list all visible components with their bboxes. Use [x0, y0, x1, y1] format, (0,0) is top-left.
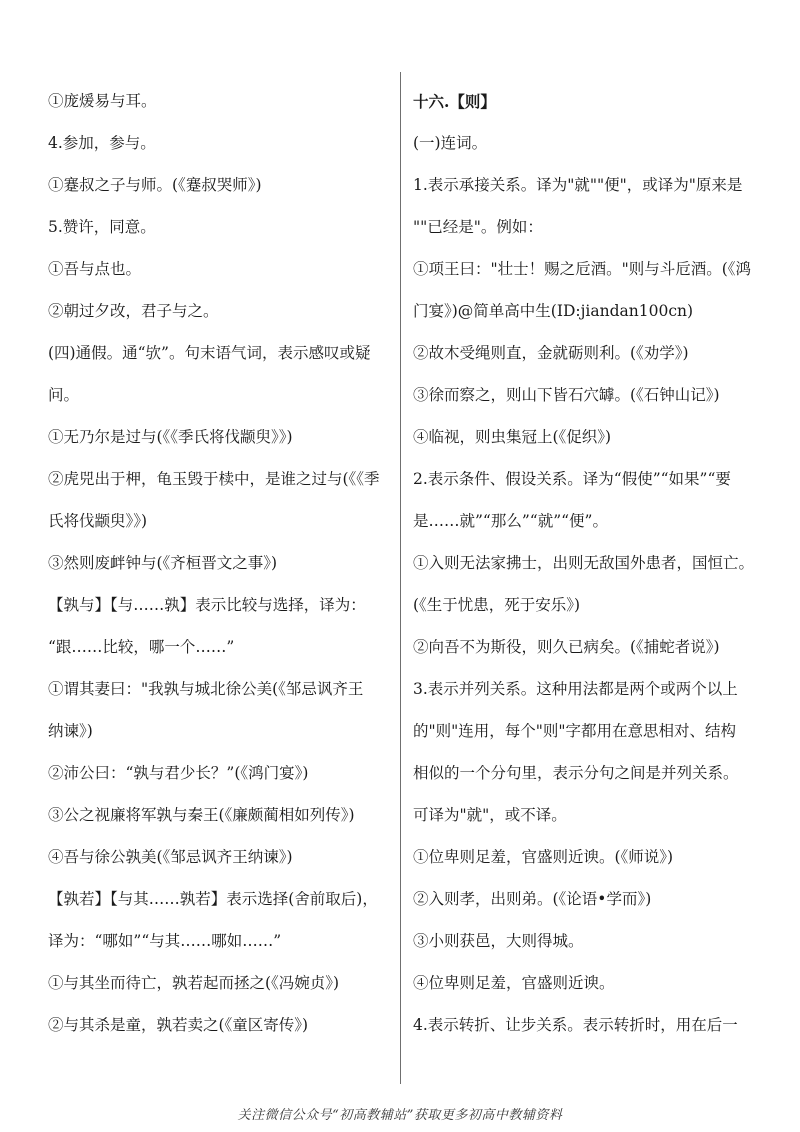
text-line: 十六.【则】: [413, 91, 496, 111]
text-line: 5.赞许，同意。: [48, 217, 156, 236]
text-line: 1.表示承接关系。译为"就""便"，或译为"原来是: [413, 175, 743, 194]
text-line: 门宴》)@简单高中生(ID:jiandan100cn): [413, 301, 694, 320]
text-line: ②入则孝，出则弟。(《论语•学而》): [413, 889, 652, 908]
text-line: ①吾与点也。: [48, 259, 142, 278]
text-line: 纳谏》): [48, 721, 93, 740]
text-line: ①无乃尔是过与(《《季氏将伐颛臾》》): [48, 427, 293, 446]
column-divider: [400, 72, 401, 1084]
footer-note: 关注微信公众号“初高教辅站”获取更多初高中教辅资料: [237, 1108, 563, 1123]
text-line: ④位卑则足羞，官盛则近谀。: [413, 973, 615, 992]
text-line: ④吾与徐公孰美(《邹忌讽齐王纳谏》): [48, 847, 293, 866]
text-line: 是……就”“那么”“就”“便”。: [413, 511, 608, 530]
text-line: 3.表示并列关系。这种用法都是两个或两个以上: [413, 679, 738, 698]
text-line: “跟……比较，哪一个……”: [48, 637, 235, 656]
left-column: [48, 80, 390, 1046]
text-line: 2.表示条件、假设关系。译为“假使”“如果”“要: [413, 469, 731, 488]
text-line: ①谓其妻曰："我孰与城北徐公美(《邹忌讽齐王: [48, 679, 364, 698]
text-line: ④临视，则虫集冠上(《促织》): [413, 427, 612, 446]
text-line: ②朝过夕改，君子与之。: [48, 301, 219, 320]
text-line: ①与其坐而待亡，孰若起而拯之(《冯婉贞》): [48, 973, 340, 992]
text-line: ③公之视廉将军孰与秦王(《廉颇蔺相如列传》): [48, 805, 355, 824]
text-line: 【孰与】【与……孰】表示比较与选择，译为：: [48, 595, 366, 614]
text-line: ②与其杀是童，孰若卖之(《童区寄传》): [48, 1015, 309, 1034]
text-line: 可译为"就"，或不译。: [413, 805, 567, 824]
text-line: ②沛公曰：“孰与君少长？”(《鸿门宴》): [48, 763, 309, 782]
text-line: ①蹇叔之子与师。(《蹇叔哭师》): [48, 175, 262, 194]
text-line: 相似的一个分句里，表示分句之间是并列关系。: [413, 763, 739, 782]
text-line: ③徐而察之，则山下皆石穴罅。(《石钟山记》): [413, 385, 720, 404]
text-line: ③小则获邑，大则得城。: [413, 931, 584, 950]
text-line: ""已经是"。例如：: [413, 217, 543, 236]
text-line: (《生于忧患，死于安乐》): [413, 595, 581, 614]
text-line: 的"则"连用，每个"则"字都用在意思相对、结构: [413, 721, 737, 740]
text-line: ①入则无法家拂士，出则无敌国外患者，国恒亡。: [413, 553, 755, 572]
text-line: ①庞煖易与耳。: [48, 91, 157, 110]
text-line: ②向吾不为斯役，则久已病矣。(《捕蛇者说》): [413, 637, 720, 656]
text-line: ③然则废衅钟与(《齐桓晋文之事》): [48, 553, 278, 572]
text-line: 译为：“哪如”“与其……哪如……”: [48, 931, 282, 950]
text-line: 问。: [48, 385, 80, 404]
text-line: 氏将伐颛臾》》): [48, 511, 148, 530]
text-line: (一)连词。: [413, 133, 488, 152]
text-line: ①位卑则足羞，官盛则近谀。(《师说》): [413, 847, 674, 866]
text-line: ②故木受绳则直，金就砺则利。(《劝学》): [413, 343, 689, 362]
text-line: ②虎兕出于柙，龟玉毁于椟中，是谁之过与(《《季: [48, 469, 380, 488]
text-line: (四)通假。通“欤”。句末语气词，表示感叹或疑: [48, 343, 371, 362]
text-line: ①项王曰："壮士！赐之卮酒。"则与斗卮酒。(《鸿: [413, 259, 752, 278]
text-line: 【孰若】【与其……孰若】表示选择(舍前取后)，: [48, 889, 378, 908]
text-line: 4.表示转折、让步关系。表示转折时，用在后一: [413, 1015, 738, 1034]
text-line: 4.参加，参与。: [48, 133, 156, 152]
right-column: [413, 80, 758, 1046]
